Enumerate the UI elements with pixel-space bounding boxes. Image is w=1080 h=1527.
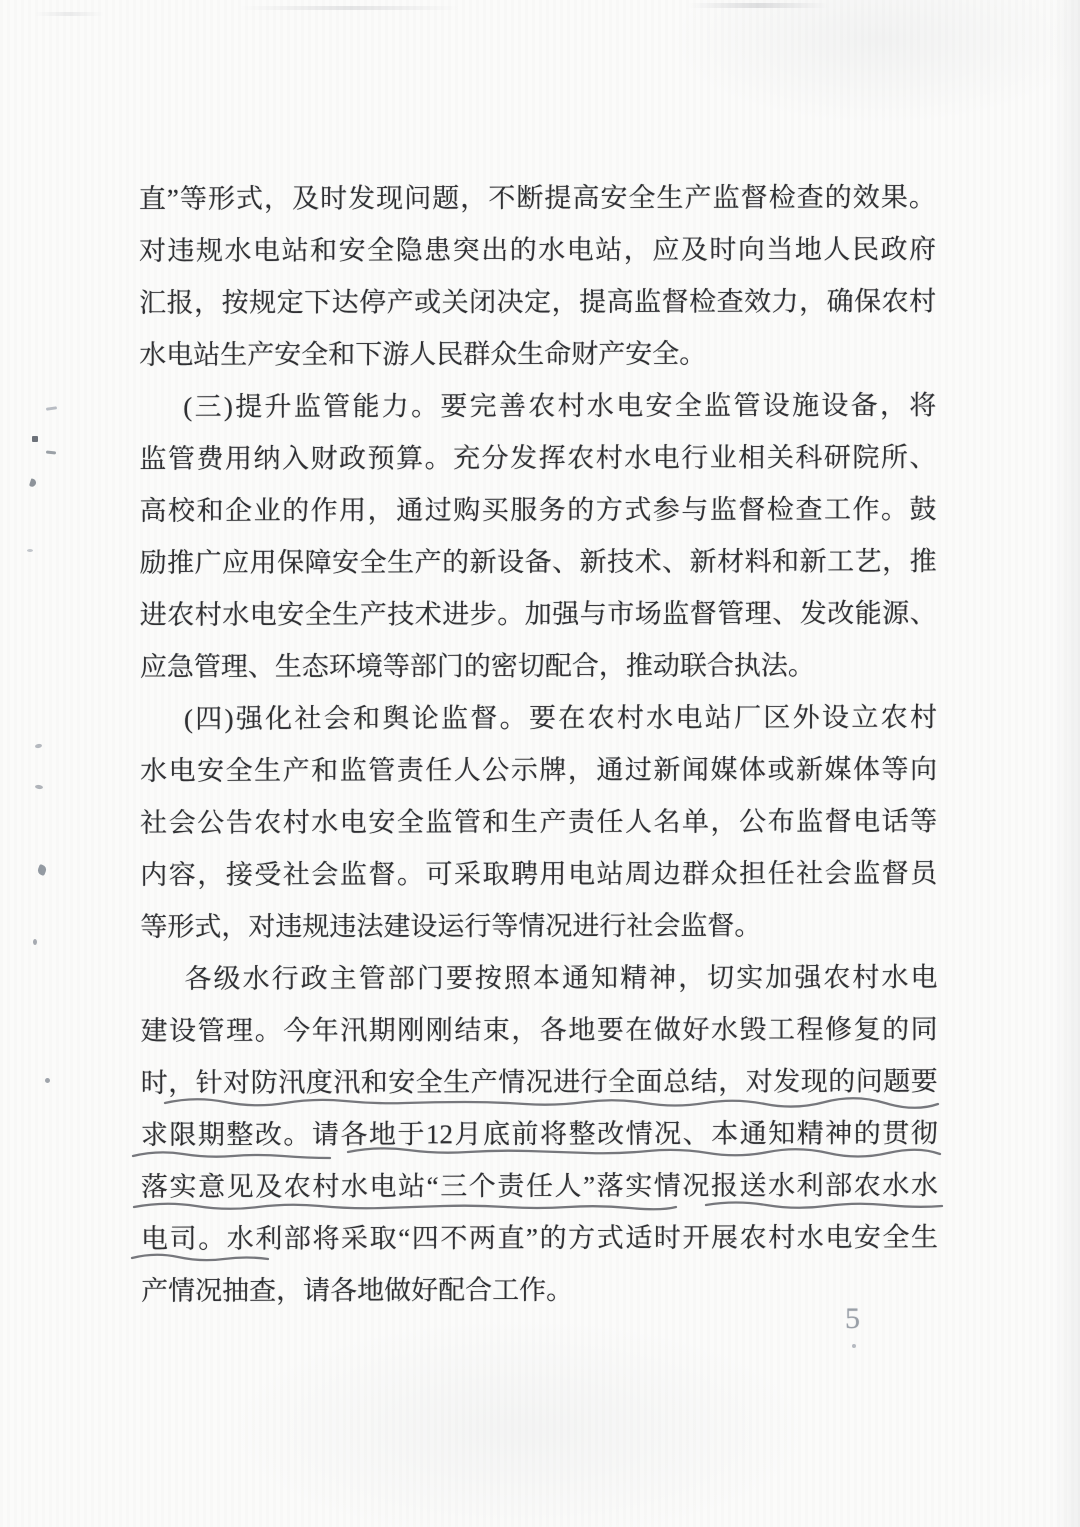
scan-streak xyxy=(688,3,828,8)
page-number: 5 xyxy=(845,1302,860,1335)
scan-speck xyxy=(37,864,48,876)
text-line: 社会公告农村水电安全监管和生产责任人名单，公布监督电话等 xyxy=(140,806,938,838)
scan-speck xyxy=(27,549,33,552)
scan-speck xyxy=(29,478,37,487)
scan-streak xyxy=(34,12,104,16)
text-line: 时，针对防汛度汛和安全生产情况进行全面总结，对发现的问题要 xyxy=(140,1066,938,1098)
scan-speck xyxy=(46,406,57,411)
text-line: 建设管理。今年汛期刚刚结束，各地要在做好水毁工程修复的同 xyxy=(140,1014,938,1046)
scan-speck xyxy=(35,784,43,789)
text-line: 水电安全生产和监管责任人公示牌，通过新闻媒体或新媒体等向 xyxy=(140,754,938,786)
text-line: 直”等形式，及时发现问题，不断提高安全生产监督检查的效果。 xyxy=(138,182,936,214)
scan-speck xyxy=(33,939,37,945)
scan-speck xyxy=(32,436,38,442)
text-line: 对违规水电站和安全隐患突出的水电站，应及时向当地人民政府 xyxy=(138,234,936,266)
scan-speck xyxy=(35,743,43,748)
text-line: 监管费用纳入财政预算。充分发挥农村水电行业相关科研院所、 xyxy=(139,442,937,474)
text-line: 产情况抽查，请各地做好配合工作。 xyxy=(141,1274,574,1306)
text-line: 应急管理、生态环境等部门的密切配合，推动联合执法。 xyxy=(139,650,815,682)
text-line: (三)提升监管能力。要完善农村水电安全监管设施设备，将 xyxy=(183,390,937,422)
text-line: 电司。水利部将采取“四不两直”的方式适时开展农村水电安全生 xyxy=(141,1222,939,1254)
text-line: 求限期整改。请各地于12月底前将整改情况、本通知精神的贯彻 xyxy=(140,1118,938,1150)
text-line: 等形式，对违规违法建设运行等情况进行社会监督。 xyxy=(140,910,762,942)
scan-speck xyxy=(45,1078,50,1083)
text-line: (四)强化社会和舆论监督。要在农村水电站厂区外设立农村 xyxy=(183,702,937,734)
text-line: 内容，接受社会监督。可采取聘用电站周边群众担任社会监督员 xyxy=(140,858,938,890)
text-line: 落实意见及农村水电站“三个责任人”落实情况报送水利部农水水 xyxy=(140,1170,938,1202)
text-line: 水电站生产安全和下游人民群众生命财产安全。 xyxy=(139,338,707,370)
text-line: 各级水行政主管部门要按照本通知精神，切实加强农村水电 xyxy=(184,962,938,994)
scan-speck xyxy=(46,450,56,454)
text-line: 励推广应用保障安全生产的新设备、新技术、新材料和新工艺，推 xyxy=(139,546,937,578)
document-text xyxy=(139,171,938,1317)
text-line: 进农村水电安全生产技术进步。加强与市场监督管理、发改能源、 xyxy=(139,598,937,630)
scan-speck xyxy=(852,1344,856,1348)
text-line: 高校和企业的作用，通过购买服务的方式参与监督检查工作。鼓 xyxy=(139,494,937,526)
text-line: 汇报，按规定下达停产或关闭决定，提高监督检查效力，确保农村 xyxy=(139,286,937,318)
scan-streak xyxy=(240,6,460,10)
